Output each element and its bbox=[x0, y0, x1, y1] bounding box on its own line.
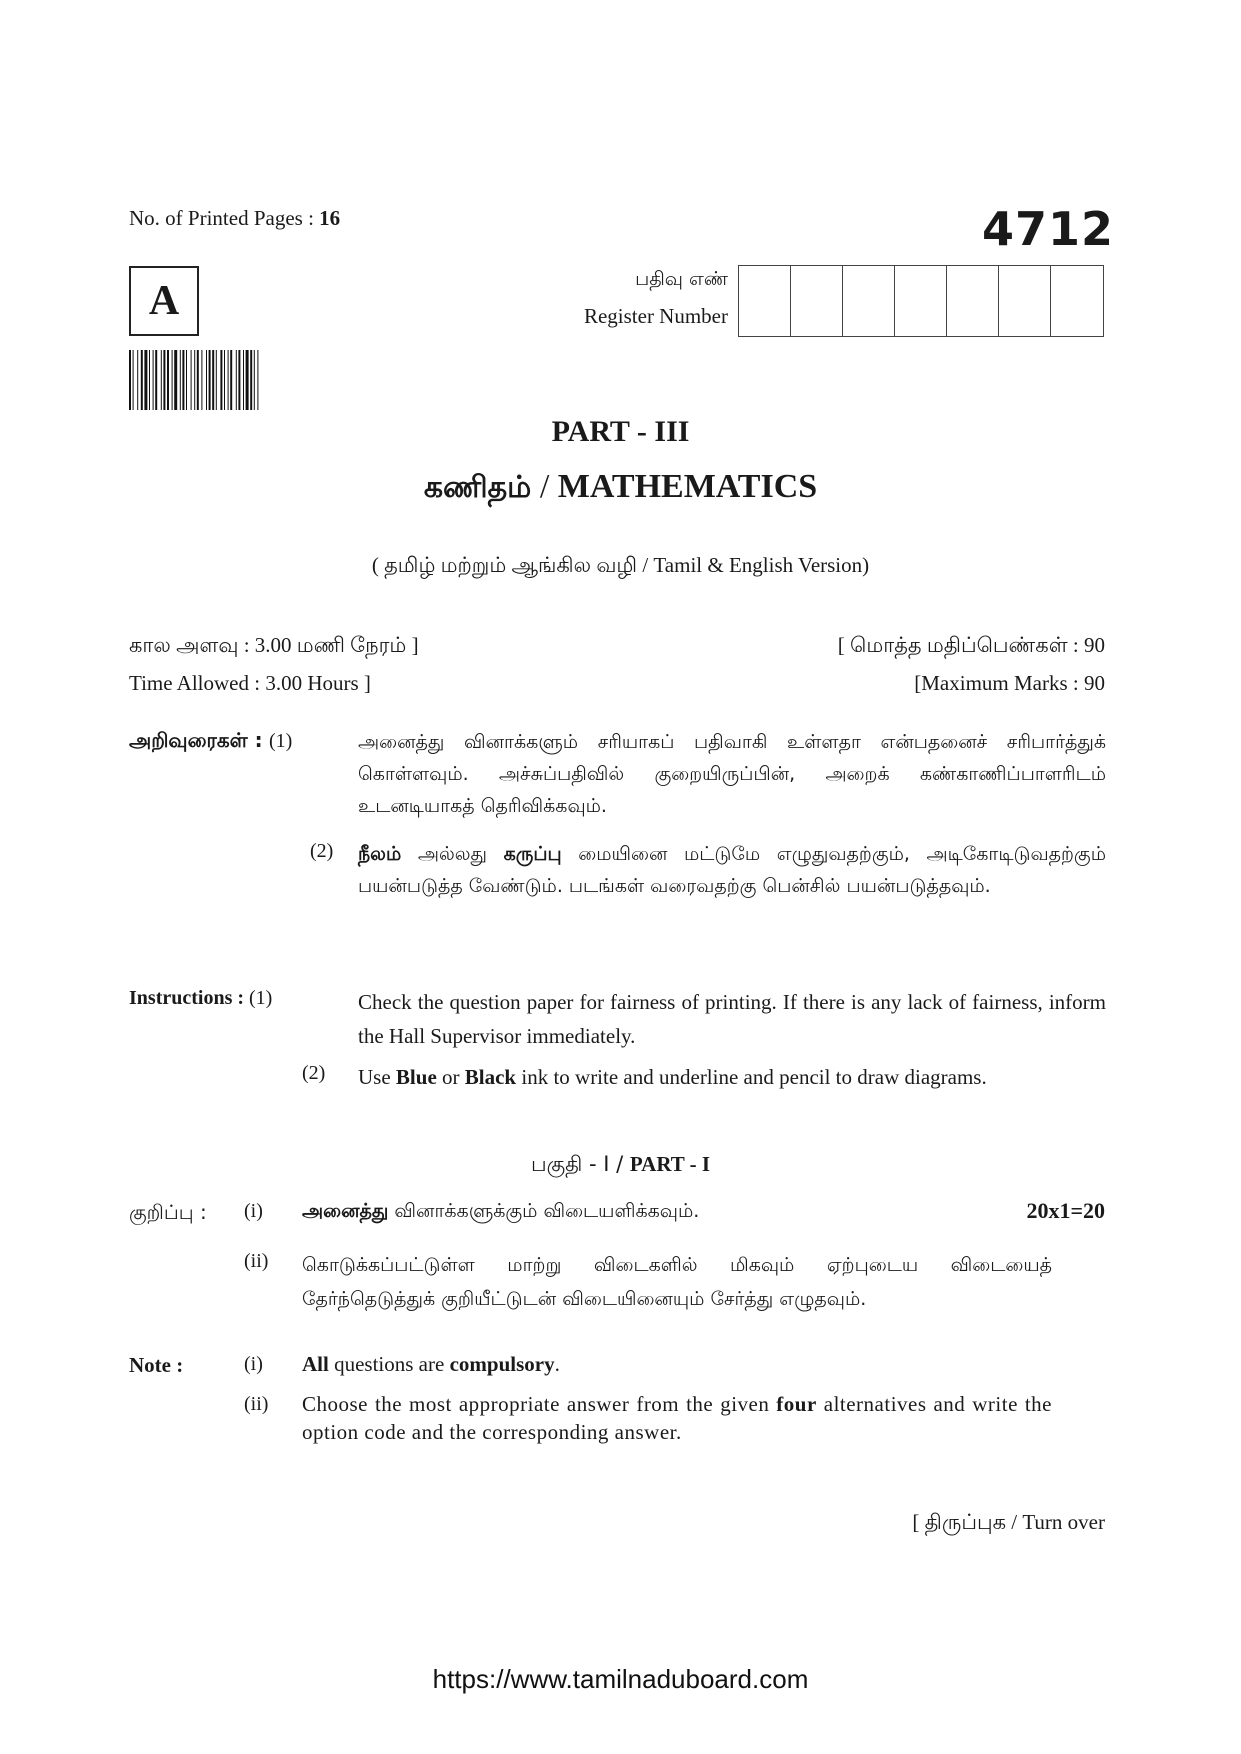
part-title: PART - III bbox=[551, 415, 690, 448]
instruction-text: or bbox=[436, 1065, 465, 1089]
note-tamil-item2-number: (ii) bbox=[244, 1250, 269, 1272]
note-english-four: four bbox=[776, 1392, 817, 1416]
barcode-bar bbox=[224, 350, 225, 410]
note-english-item2-number: (ii) bbox=[244, 1393, 269, 1415]
note-english-label: Note : bbox=[129, 1353, 184, 1377]
barcode-bar bbox=[220, 350, 222, 410]
barcode-bar bbox=[182, 350, 184, 410]
note-tamil-all: அனைத்து bbox=[302, 1200, 389, 1222]
barcode-bar bbox=[133, 350, 134, 410]
barcode-bar bbox=[243, 350, 244, 410]
footer-url[interactable]: https://www.tamilnaduboard.com bbox=[432, 1664, 809, 1694]
barcode-bar bbox=[163, 350, 165, 410]
instruction-item1-number: (1) bbox=[249, 987, 273, 1009]
barcode-bar bbox=[153, 350, 154, 410]
advice-item1-number: (1) bbox=[269, 730, 293, 752]
advice-blue: நீலம் bbox=[358, 843, 402, 865]
note-english-text: Choose the most appropriate answer from the given bbox=[302, 1392, 777, 1416]
advice-text: மையினை மட்டுமே எழுதுவதற்கும், அடிகோடிடுவதற்கும் பயன்படுத்த வேண்டும். படங்கள் வரைவதற்கு பென்சில் பயன்படுத்தவும். bbox=[358, 843, 1106, 897]
register-digit-box bbox=[999, 266, 1051, 336]
register-digit-box bbox=[791, 266, 843, 336]
barcode-bar bbox=[174, 350, 177, 410]
barcode-bar bbox=[180, 350, 181, 410]
register-digit-box bbox=[739, 266, 791, 336]
barcode-bar bbox=[236, 350, 237, 410]
advice-text: அல்லது bbox=[401, 843, 504, 865]
barcode-bar bbox=[228, 350, 229, 410]
time-allowed-tamil: கால அளவு : 3.00 மணி நேரம் ] bbox=[129, 633, 419, 657]
time-allowed-english: Time Allowed : 3.00 Hours ] bbox=[129, 671, 371, 695]
advice-item-2 bbox=[358, 838, 1106, 902]
note-english-compulsory: compulsory bbox=[449, 1352, 555, 1376]
barcode-bar bbox=[149, 350, 150, 410]
barcode-bar bbox=[161, 350, 162, 410]
barcode-bar bbox=[230, 350, 232, 410]
subject-separator: / bbox=[539, 468, 550, 505]
register-number-boxes bbox=[738, 265, 1104, 337]
barcode-bar bbox=[206, 350, 207, 410]
instruction-item2-number: (2) bbox=[302, 1062, 326, 1084]
marks-scheme: 20x1=20 bbox=[1026, 1198, 1105, 1223]
register-digit-box bbox=[895, 266, 947, 336]
max-marks-tamil: [ மொத்த மதிப்பெண்கள் : 90 bbox=[837, 633, 1105, 657]
note-english-text: questions are bbox=[328, 1352, 450, 1376]
max-marks-english: [Maximum Marks : 90 bbox=[914, 671, 1105, 695]
instruction-blue: Blue bbox=[395, 1065, 437, 1089]
paper-code: 4712 bbox=[981, 202, 1114, 256]
subject-tamil: கணிதம் bbox=[423, 470, 532, 505]
note-tamil-item-1 bbox=[302, 1200, 699, 1225]
version-line: ( தமிழ் மற்றும் ஆங்கில வழி / Tamil & English Version) bbox=[371, 553, 870, 577]
barcode-bar bbox=[144, 350, 147, 410]
barcode-bar bbox=[246, 350, 249, 410]
subject-title bbox=[0, 468, 1241, 509]
barcode-bar bbox=[194, 350, 195, 410]
note-english-item-1 bbox=[302, 1352, 560, 1377]
barcode-bar bbox=[191, 350, 192, 410]
barcode bbox=[129, 350, 391, 410]
instruction-text: ink to write and underline and pencil to draw diagrams. bbox=[516, 1065, 987, 1089]
advice-black: கருப்பு bbox=[503, 843, 562, 865]
instruction-black: Black bbox=[464, 1065, 517, 1089]
note-english-item-2 bbox=[302, 1390, 1052, 1446]
note-english-text: . bbox=[554, 1352, 560, 1376]
advice-item2-number: (2) bbox=[310, 840, 334, 862]
subject-english: MATHEMATICS bbox=[557, 468, 818, 505]
note-english-all: All bbox=[302, 1352, 329, 1376]
printed-pages-value: 16 bbox=[319, 206, 341, 230]
barcode-bar bbox=[172, 350, 173, 410]
register-digit-box bbox=[947, 266, 999, 336]
note-tamil-label: குறிப்பு : bbox=[129, 1200, 207, 1224]
note-tamil-item-2: கொடுக்கப்பட்டுள்ள மாற்று விடைகளில் மிகவும் ஏற்புடைய விடையைத் தேர்ந்தெடுத்துக் குறியீட்டுடன் விடையினையும் சேர்த்து எழுதவும். bbox=[302, 1254, 1052, 1310]
barcode-bar bbox=[254, 350, 255, 410]
barcode-bar bbox=[212, 350, 214, 410]
barcode-bar bbox=[216, 350, 217, 410]
barcode-bar bbox=[257, 350, 258, 410]
barcode-bar bbox=[186, 350, 187, 410]
barcode-bar bbox=[137, 350, 138, 410]
note-tamil-item1-number: (i) bbox=[244, 1200, 263, 1222]
advice-heading bbox=[129, 728, 292, 755]
printed-pages bbox=[129, 206, 340, 231]
instruction-item-1: Check the question paper for fairness of printing. If there is any lack of fairness, inform the Hall Supervisor immediately. bbox=[358, 990, 1106, 1048]
turn-over: [ திருப்புக / Turn over bbox=[912, 1510, 1105, 1534]
register-digit-box bbox=[843, 266, 895, 336]
barcode-bar bbox=[129, 350, 131, 410]
note-english-item1-number: (i) bbox=[244, 1353, 263, 1375]
barcode-bar bbox=[197, 350, 199, 410]
instructions-label: Instructions : bbox=[129, 987, 245, 1009]
instruction-item-2 bbox=[358, 1060, 1106, 1094]
barcode-bar bbox=[201, 350, 202, 410]
printed-pages-label: No. of Printed Pages : bbox=[129, 206, 314, 230]
barcode-bar bbox=[141, 350, 143, 410]
barcode-bar bbox=[167, 350, 169, 410]
advice-item-1: அனைத்து வினாக்களும் சரியாகப் பதிவாகி உள்ளதா என்பதனைச் சரிபார்த்துக் கொள்ளவும். அச்சுப்பதிவில் குறையிருப்பின், அறைக் கண்காணிப்பாளரிடம் உடனடியாகத் தெரிவிக்கவும். bbox=[358, 731, 1106, 817]
series-box: A bbox=[129, 266, 199, 336]
section-title-tamil: பகுதி - I / bbox=[530, 1152, 624, 1176]
barcode-bar bbox=[209, 350, 211, 410]
barcode-bar bbox=[250, 350, 252, 410]
instruction-text: Use bbox=[358, 1065, 396, 1089]
register-label-tamil: பதிவு எண் bbox=[635, 268, 728, 290]
barcode-bar bbox=[238, 350, 240, 410]
note-tamil-text: வினாக்களுக்கும் விடையளிக்கவும். bbox=[388, 1200, 700, 1222]
section-title-english: PART - I bbox=[629, 1152, 711, 1176]
section-title bbox=[0, 1152, 1241, 1179]
register-label-english: Register Number bbox=[583, 304, 728, 328]
barcode-bar bbox=[155, 350, 157, 410]
register-digit-box bbox=[1051, 266, 1103, 336]
note-english-text: alternatives and write the option code and the corresponding answer. bbox=[302, 1392, 1052, 1444]
advice-label: அறிவுரைகள் : bbox=[129, 728, 263, 752]
instructions-heading bbox=[129, 987, 272, 1010]
